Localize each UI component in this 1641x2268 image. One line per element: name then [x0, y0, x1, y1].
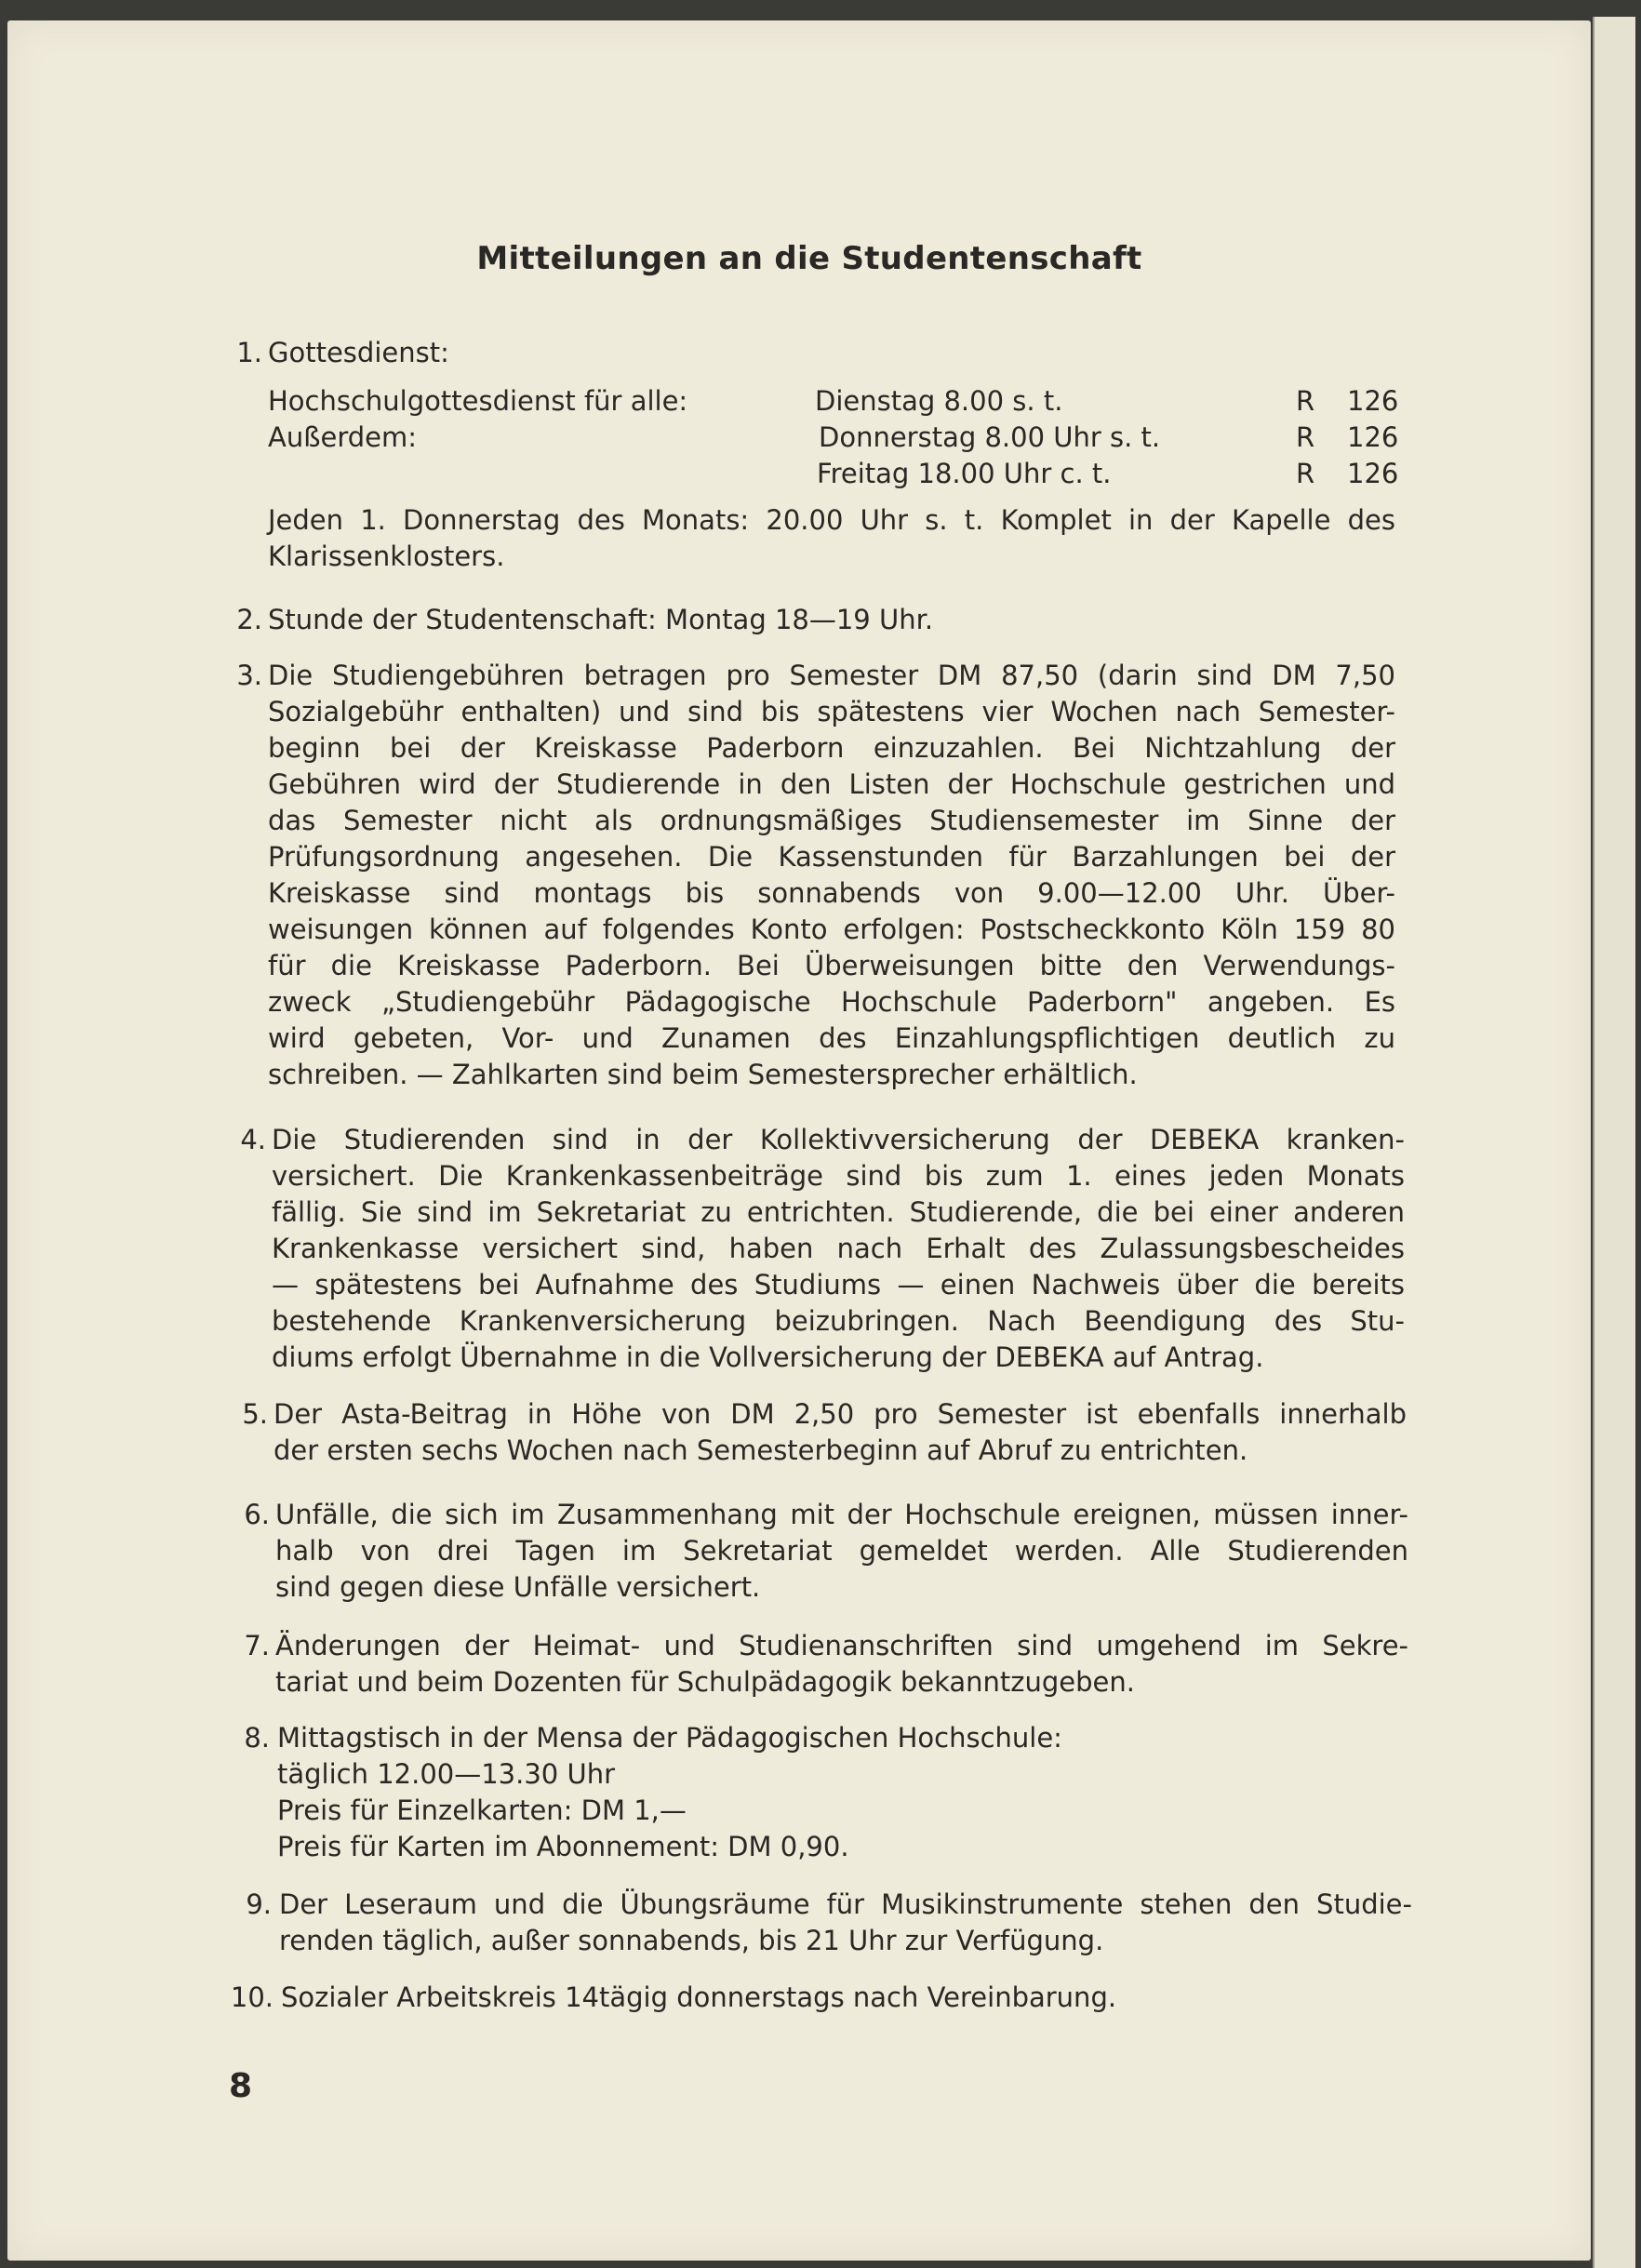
next-page-edge	[1593, 17, 1635, 2268]
schedule-label: Hochschulgottesdienst für alle:	[268, 385, 688, 417]
item-number: 9.	[246, 1888, 272, 1920]
text-line: beginn bei der Kreiskasse Paderborn einzuzahlen. Bei Nichtzahlung der	[268, 732, 1395, 764]
schedule-room-prefix: R	[1296, 458, 1315, 489]
text-line: der ersten sechs Wochen nach Semesterbeginn auf Abruf zu entrichten.	[274, 1434, 1248, 1466]
schedule-time: Donnerstag 8.00 Uhr s. t.	[819, 421, 1161, 453]
item-number: 8.	[244, 1722, 270, 1754]
text-line: das Semester nicht als ordnungsmäßiges Studiensemester im Sinne der	[268, 805, 1395, 836]
text-line: Klarissenklosters.	[268, 540, 505, 572]
item-body	[277, 1720, 1410, 1865]
schedule-room-prefix: R	[1296, 421, 1315, 453]
item-body	[268, 602, 1395, 638]
text-line: Sozialgebühr enthalten) und sind bis spätestens vier Wochen nach Semester-	[268, 696, 1395, 727]
item-body	[268, 658, 1395, 1093]
text-line: Preis für Einzelkarten: DM 1,—	[277, 1794, 687, 1826]
item-number: 4.	[240, 1124, 266, 1155]
item-number: 1.	[236, 337, 262, 368]
text-line: sind gegen diese Unfälle versichert.	[275, 1571, 761, 1603]
schedule-label: Außerdem:	[268, 421, 418, 453]
item-number: 6.	[244, 1499, 270, 1530]
text-line: — spätestens bei Aufnahme des Studiums — einen Nachweis über die bereits	[272, 1269, 1405, 1301]
schedule-time: Dienstag 8.00 s. t.	[815, 385, 1063, 417]
item-body	[275, 1497, 1408, 1606]
text-line: Der Leseraum und die Übungsräume für Musikinstrumente stehen den Studie-	[279, 1888, 1412, 1920]
text-line: zweck „Studiengebühr Pädagogische Hochschule Paderborn" angeben. Es	[268, 986, 1395, 1018]
item-number: 10.	[230, 1981, 274, 2013]
item-body	[279, 1887, 1412, 1959]
text-line: weisungen können auf folgendes Konto erfolgen: Postscheckkonto Köln 159 80	[268, 914, 1395, 945]
schedule-room: 126	[1347, 458, 1399, 489]
text-line: bestehende Krankenversicherung beizubringen. Nach Beendigung des Stu-	[272, 1305, 1405, 1337]
item-number: 7.	[244, 1630, 270, 1661]
text-line: Kreiskasse sind montags bis sonnabends von 9.00—12.00 Uhr. Über-	[268, 877, 1395, 909]
schedule-room-prefix: R	[1296, 385, 1315, 417]
text-line: Der Asta-Beitrag in Höhe von DM 2,50 pro Semester ist ebenfalls innerhalb	[274, 1398, 1407, 1430]
text-line: Sozialer Arbeitskreis 14tägig donnerstags nach Vereinbarung.	[281, 1981, 1117, 2013]
text-line: diums erfolgt Übernahme in die Vollversicherung der DEBEKA auf Antrag.	[272, 1341, 1264, 1373]
text-line: Änderungen der Heimat- und Studienanschriften sind umgehend im Sekre-	[275, 1630, 1408, 1661]
text-line: fällig. Sie sind im Sekretariat zu entrichten. Studierende, die bei einer anderen	[272, 1196, 1405, 1228]
item-body	[281, 1980, 1414, 2016]
item-number: 5.	[242, 1398, 268, 1430]
text-line: Stunde der Studentenschaft: Montag 18—19 Uhr.	[268, 604, 934, 635]
text-line: Jeden 1. Donnerstag des Monats: 20.00 Uhr s. t. Komplet in der Kapelle des	[268, 504, 1395, 536]
text-line: Krankenkasse versichert sind, haben nach Erhalt des Zulassungsbescheides	[272, 1233, 1405, 1264]
text-line: Unfälle, die sich im Zusammenhang mit der Hochschule ereignen, müssen inner-	[275, 1499, 1408, 1530]
text-line: renden täglich, außer sonnabends, bis 21 Uhr zur Verfügung.	[279, 1925, 1104, 1956]
text-line: tariat und beim Dozenten für Schulpädagogik bekanntzugeben.	[275, 1666, 1135, 1698]
schedule-room: 126	[1347, 421, 1399, 453]
text-line: Gebühren wird der Studierende in den Listen der Hochschule gestrichen und	[268, 768, 1395, 800]
text-line: schreiben. — Zahlkarten sind beim Semestersprecher erhältlich.	[268, 1059, 1138, 1090]
item-number: 2.	[236, 604, 262, 635]
item-heading: Gottesdienst:	[268, 337, 449, 368]
text-line: Die Studiengebühren betragen pro Semester DM 87,50 (darin sind DM 7,50	[268, 660, 1395, 691]
text-line: täglich 12.00—13.30 Uhr	[277, 1758, 615, 1790]
page-number: 8	[229, 2067, 253, 2105]
text-line: Preis für Karten im Abonnement: DM 0,90.	[277, 1831, 849, 1862]
text-line: Prüfungsordnung angesehen. Die Kassenstunden für Barzahlungen bei der	[268, 841, 1395, 873]
page-title: Mitteilungen an die Studentenschaft	[476, 240, 1142, 277]
item-number: 3.	[236, 660, 262, 691]
text-line: für die Kreiskasse Paderborn. Bei Überweisungen bitte den Verwendungs-	[268, 950, 1395, 981]
text-line: wird gebeten, Vor- und Zunamen des Einzahlungspflichtigen deutlich zu	[268, 1022, 1395, 1054]
schedule-room: 126	[1347, 385, 1399, 417]
schedule-time: Freitag 18.00 Uhr c. t.	[817, 458, 1112, 489]
text-line: Die Studierenden sind in der Kollektivversicherung der DEBEKA kranken-	[272, 1124, 1405, 1155]
item-body	[274, 1396, 1407, 1469]
item-body	[268, 502, 1395, 575]
text-line: Mittagstisch in der Mensa der Pädagogischen Hochschule:	[277, 1722, 1062, 1754]
item-body	[275, 1628, 1408, 1701]
item-body	[272, 1122, 1405, 1376]
text-line: versichert. Die Krankenkassenbeiträge sind bis zum 1. eines jeden Monats	[272, 1160, 1405, 1192]
text-line: halb von drei Tagen im Sekretariat gemeldet werden. Alle Studierenden	[275, 1535, 1408, 1567]
